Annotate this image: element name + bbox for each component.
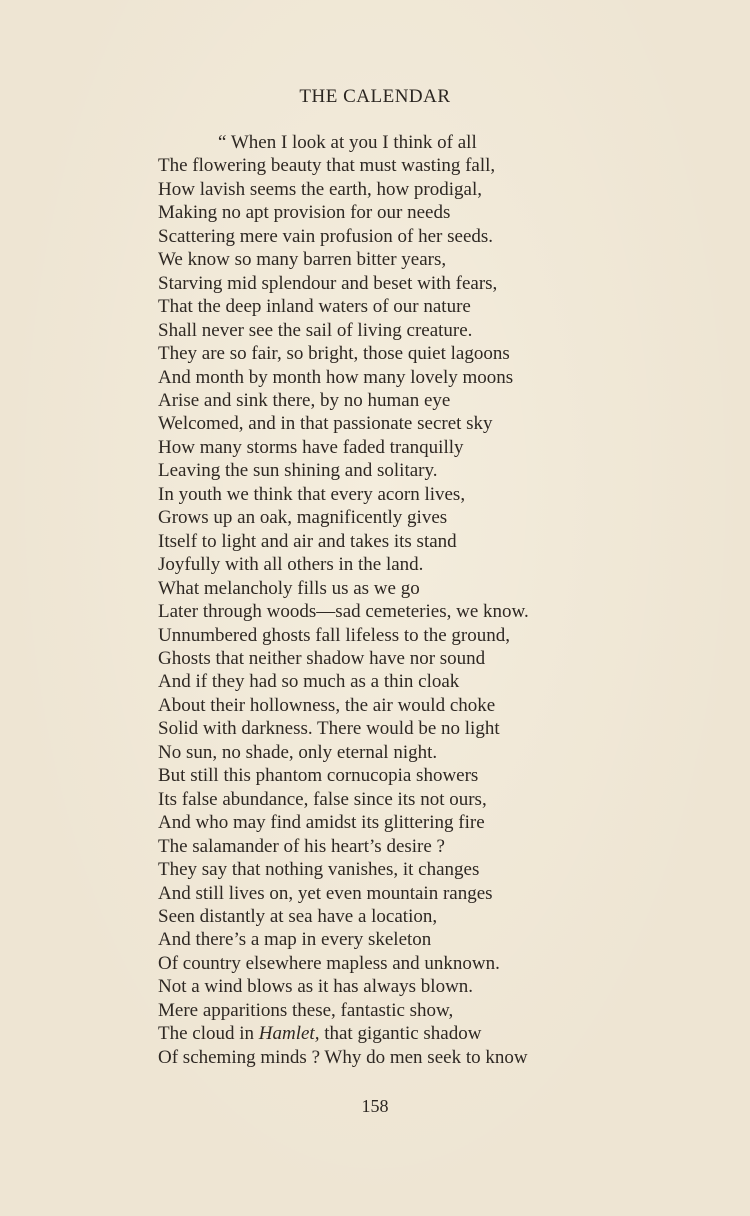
poem-line: Starving mid splendour and beset with fears, [158,272,498,294]
poem-line: Mere apparitions these, fantastic show, [158,999,454,1021]
poem-line: Solid with darkness. There would be no light [158,718,500,740]
poem-line: And still lives on, yet even mountain ranges [158,882,493,904]
poem-line: Arise and sink there, by no human eye [158,389,451,411]
poem-line-end: that gigantic shadow [319,1023,482,1045]
poem-line: Making no apt provision for our needs [158,202,451,224]
poem-line: They are so fair, so bright, those quiet lagoons [158,343,510,365]
poem-line: Leaving the sun shining and solitary. [158,460,438,482]
poem-line: They say that nothing vanishes, it changes [158,859,480,881]
poem-line: We know so many barren bitter years, [158,249,447,271]
poem-line: That the deep inland waters of our nature [158,296,471,318]
poem-line: Not a wind blows as it has always blown. [158,976,474,998]
poem-line: And if they had so much as a thin cloak [158,671,460,693]
poem-line: But still this phantom cornucopia showers [158,765,479,787]
poem-line-start: The cloud in [158,1023,259,1045]
poem-line: Unnumbered ghosts fall lifeless to the ground, [158,624,510,646]
poem-line: And there’s a map in every skeleton [158,929,432,951]
poem-line: Itself to light and air and takes its stand [158,530,457,552]
poem-line: The salamander of his heart’s desire ? [158,835,445,857]
poem-line: And month by month how many lovely moons [158,366,514,388]
hamlet-italic: Hamlet, [258,1023,320,1045]
poem-line: Its false abundance, false since its not ours, [158,788,487,810]
poem-line: And who may find amidst its glittering fire [158,812,485,834]
poem-line: No sun, no shade, only eternal night. [158,741,438,763]
poem-line: Of country elsewhere mapless and unknown. [158,952,500,974]
poem-line: In youth we think that every acorn lives, [158,483,466,505]
page-number: 158 [361,1096,389,1116]
poem-line: About their hollowness, the air would choke [158,694,496,716]
poem-line: The flowering beauty that must wasting fall, [158,155,496,177]
poem-line: “ When I look at you I think of all [218,132,477,153]
poem-text [158,131,628,1069]
poem-line: How lavish seems the earth, how prodigal, [158,178,482,200]
poem-line: Welcomed, and in that passionate secret sky [158,413,493,435]
poem-line: What melancholy fills us as we go [158,577,420,599]
poem-line: Grows up an oak, magnificently gives [158,507,448,529]
poem-line: How many storms have faded tranquilly [158,436,464,458]
poem-line: Shall never see the sail of living creature. [158,319,473,341]
running-title: THE CALENDAR [299,86,451,107]
poem-line: Of scheming minds ? Why do men seek to know [158,1046,528,1068]
poem-line: Ghosts that neither shadow have nor sound [158,647,486,669]
poem-line: Seen distantly at sea have a location, [158,905,438,927]
poem-line: Later through woods—sad cemeteries, we know. [158,601,529,623]
poem-line-hamlet [158,1022,628,1045]
poem-line: Scattering mere vain profusion of her seeds. [158,225,494,247]
poem-line: Joyfully with all others in the land. [158,554,424,576]
